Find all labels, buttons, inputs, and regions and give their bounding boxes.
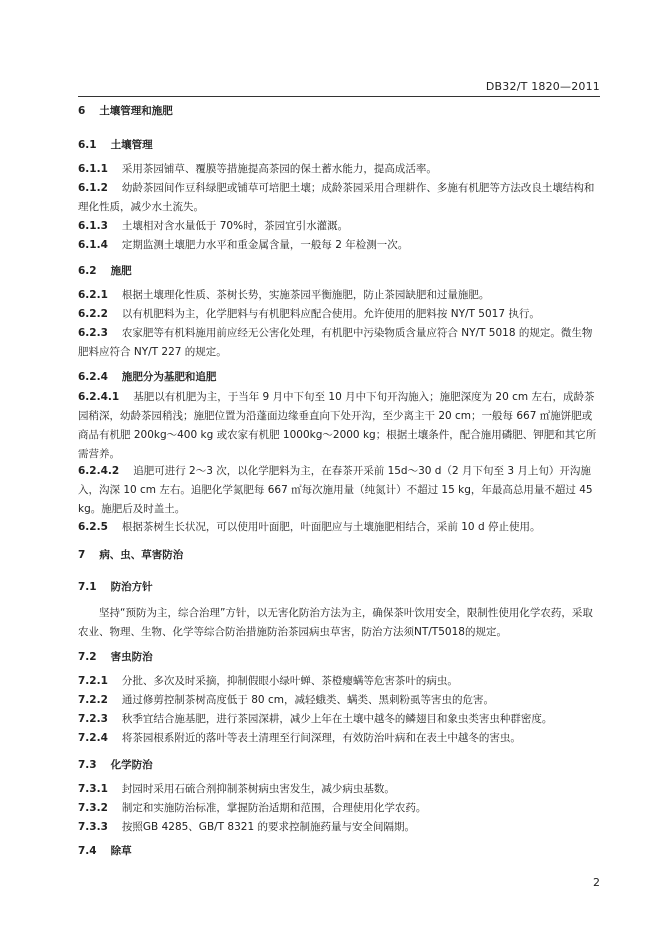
clause-7-2-1: 7.2.1 分批、多次及时采摘，抑制假眼小绿叶蝉、茶橙瘿螨等危害茶叶的病虫。 <box>78 675 458 687</box>
section-6-2-4-heading: 6.2.4 施肥分为基肥和追肥 <box>78 371 217 383</box>
clause-7-2-2: 7.2.2 通过修剪控制茶树高度低于 80 cm，减轻蛾类、螨类、黑刺粉虱等害虫的危害。 <box>78 694 494 706</box>
clause-6-2-1: 6.2.1 根据土壤理化性质、茶树长势，实施茶园平衡施肥，防止茶园缺肥和过量施肥。 <box>78 289 490 301</box>
clause-6-1-1: 6.1.1 采用茶园铺草、覆膜等措施提高茶园的保土蓄水能力，提高成活率。 <box>78 163 437 175</box>
page-number: 2 <box>593 876 600 889</box>
section-6-1-heading: 6.1 土壤管理 <box>78 139 153 151</box>
clause-6-1-2: 6.1.2 幼龄茶园间作豆科绿肥或铺草可培肥土壤；成龄茶园采用合理耕作、多施有机肥等方法改良土壤结构和理化性质，减少水土流失。 <box>78 182 595 213</box>
clause-7-3-3: 7.3.3 按照GB 4285、GB/T 8321 的要求控制施药量与安全间隔期。 <box>78 821 415 833</box>
standard-code: DB32/T 1820—2011 <box>485 80 600 93</box>
section-7-4-heading: 7.4 除草 <box>78 845 132 857</box>
clause-7-2-3: 7.2.3 秋季宜结合施基肥，进行茶园深耕，减少上年在土壤中越冬的鳞翅目和象虫类害虫种群密度。 <box>78 713 553 725</box>
section-7-3-heading: 7.3 化学防治 <box>78 759 153 771</box>
section-6-2-heading: 6.2 施肥 <box>78 265 132 277</box>
paragraph-7-1: 坚持“预防为主，综合治理”方针，以无害化防治方法为主，确保茶叶饮用安全，限制性使用化学农药，采取农业、物理、生物、化学等综合防治措施防治茶园病虫草害，防治方法须NT/T5018的规定。 <box>78 607 593 638</box>
clause-6-2-2: 6.2.2 以有机肥料为主，化学肥料与有机肥料应配合使用。允许使用的肥料按 NY/T 5017 执行。 <box>78 308 540 320</box>
section-7-2-heading: 7.2 害虫防治 <box>78 651 153 663</box>
clause-7-3-2: 7.3.2 制定和实施防治标准，掌握防治适期和范围，合理使用化学农药。 <box>78 802 427 814</box>
section-6-heading: 6 土壤管理和施肥 <box>78 105 173 117</box>
clause-6-1-4: 6.1.4 定期监测土壤肥力水平和重金属含量，一般每 2 年检测一次。 <box>78 239 409 251</box>
section-7-heading: 7 病、虫、草害防治 <box>78 549 184 561</box>
section-7-1-heading: 7.1 防治方针 <box>78 581 153 593</box>
clause-6-2-4-2: 6.2.4.2 追肥可进行 2～3 次，以化学肥料为主，在春茶开采前 15d～30 d（2 月下旬至 3 月上旬）开沟施入，沟深 10 cm 左右。追肥化学氮肥每 667 ㎡每次施用量（纯氮计）不超过 15 kg，年最高总用量不超过 45 kg。施肥后及时盖土。 <box>78 465 593 515</box>
clause-6-2-4-1: 6.2.4.1 基肥以有机肥为主，于当年 9 月中下旬至 10 月中下旬开沟施入；施肥深度为 20 cm 左右，成龄茶园稍深，幼龄茶园稍浅；施肥位置为沿蓬面边缘垂直向下处开沟，至少离主干 20 cm；一般每 667 ㎡施饼肥或商品有机肥 200kg～400 kg 或农家有机肥 1000kg～2000 kg；根据土壤条件，配合施用磷肥、钾肥和其它所需营养。 <box>78 391 597 460</box>
clause-7-2-4: 7.2.4 将茶园根系附近的落叶等表土清理至行间深理，有效防治叶病和在表土中越冬的害虫。 <box>78 732 521 744</box>
clause-6-2-3: 6.2.3 农家肥等有机料施用前应经无公害化处理，有机肥中污染物质含量应符合 NY/T 5018 的规定。微生物肥料应符合 NY/T 227 的规定。 <box>78 327 593 358</box>
clause-6-2-5: 6.2.5 根据茶树生长状况，可以使用叶面肥，叶面肥应与土壤施肥相结合，采前 10 d 停止使用。 <box>78 521 541 533</box>
clause-7-3-1: 7.3.1 封园时采用石硫合剂抑制茶树病虫害发生，减少病虫基数。 <box>78 783 395 795</box>
clause-6-1-3: 6.1.3 土壤相对含水量低于 70%时，茶园宜引水灌溉。 <box>78 220 349 232</box>
header-divider <box>78 96 600 97</box>
